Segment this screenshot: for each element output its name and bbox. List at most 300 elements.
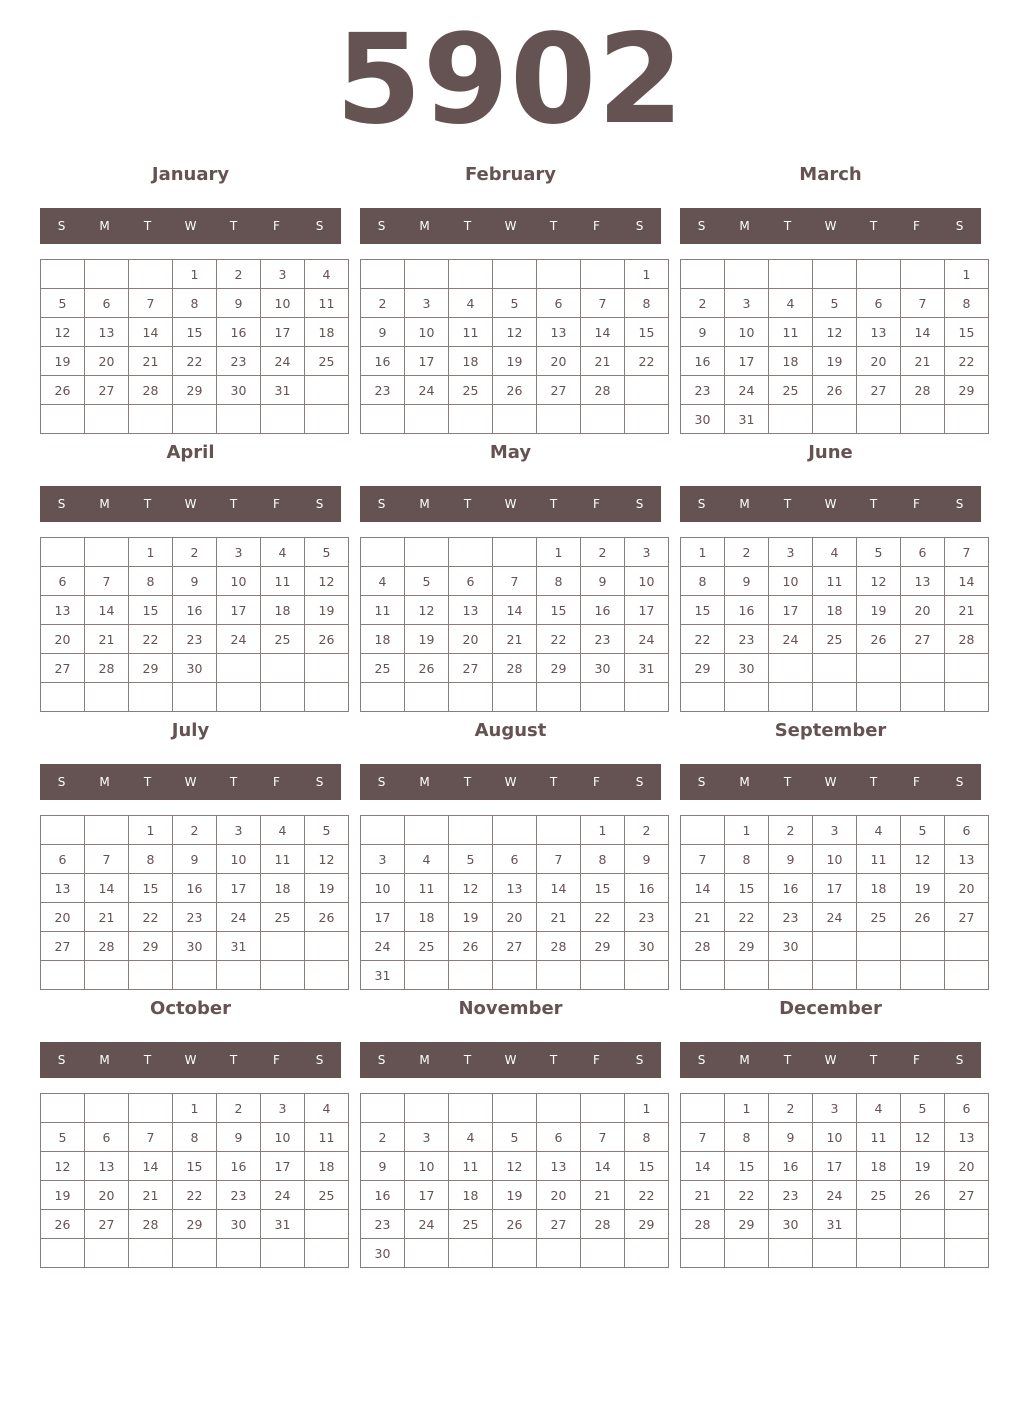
empty-day-cell (857, 260, 901, 289)
month-name: September (774, 720, 887, 741)
day-cell: 1 (625, 260, 669, 289)
day-cell: 3 (261, 260, 305, 289)
weekday-header: S (377, 1053, 386, 1067)
weekday-header: T (463, 1053, 472, 1067)
day-cell: 29 (681, 654, 725, 683)
day-cell: 25 (857, 1181, 901, 1210)
day-cell: 9 (581, 567, 625, 596)
weekday-header: S (635, 219, 644, 233)
day-cell: 22 (173, 347, 217, 376)
day-cell: 18 (305, 1152, 349, 1181)
day-cell: 26 (305, 903, 349, 932)
month-december (680, 994, 981, 1268)
day-cell: 22 (625, 347, 669, 376)
day-cell: 31 (813, 1210, 857, 1239)
week-row (361, 1210, 669, 1239)
day-cell: 1 (625, 1094, 669, 1123)
day-cell: 1 (129, 816, 173, 845)
week-row (681, 932, 989, 961)
day-cell: 9 (217, 289, 261, 318)
empty-day-cell (361, 405, 405, 434)
weekday-header: T (143, 775, 152, 789)
day-cell: 7 (129, 1123, 173, 1152)
weekday-header: F (273, 497, 280, 511)
day-cell: 6 (537, 1123, 581, 1152)
weekday-header: S (377, 775, 386, 789)
day-cell: 13 (537, 318, 581, 347)
empty-day-cell (725, 1239, 769, 1268)
day-cell: 16 (681, 347, 725, 376)
empty-day-cell (449, 816, 493, 845)
weekday-header: F (273, 775, 280, 789)
weekday-header: W (184, 1053, 197, 1067)
day-cell: 12 (493, 1152, 537, 1181)
day-cell: 14 (129, 318, 173, 347)
weekday-header: S (57, 775, 66, 789)
weekday-header: W (824, 1053, 837, 1067)
empty-day-cell (625, 1239, 669, 1268)
empty-day-cell (625, 405, 669, 434)
weekday-header: W (824, 497, 837, 511)
empty-day-cell (305, 961, 349, 990)
day-cell: 19 (305, 596, 349, 625)
day-cell: 1 (725, 1094, 769, 1123)
day-cell: 17 (769, 596, 813, 625)
week-row (361, 376, 669, 405)
day-cell: 28 (681, 1210, 725, 1239)
empty-day-cell (493, 683, 537, 712)
empty-day-cell (361, 538, 405, 567)
day-cell: 17 (405, 347, 449, 376)
day-cell: 8 (725, 1123, 769, 1152)
day-cell: 29 (581, 932, 625, 961)
day-cell: 6 (449, 567, 493, 596)
day-cell: 16 (173, 596, 217, 625)
empty-day-cell (85, 260, 129, 289)
empty-day-cell (901, 932, 945, 961)
weekday-header: S (377, 497, 386, 511)
empty-day-cell (41, 405, 85, 434)
day-cell: 4 (361, 567, 405, 596)
week-row (361, 961, 669, 990)
day-cell: 1 (681, 538, 725, 567)
day-cell: 15 (725, 874, 769, 903)
day-cell: 18 (449, 347, 493, 376)
weekday-header: F (593, 1053, 600, 1067)
day-cell: 16 (769, 874, 813, 903)
day-cell: 24 (217, 903, 261, 932)
day-cell: 5 (305, 538, 349, 567)
day-cell: 15 (537, 596, 581, 625)
day-cell: 9 (173, 845, 217, 874)
day-cell: 23 (217, 347, 261, 376)
day-cell: 12 (813, 318, 857, 347)
day-grid (360, 259, 669, 434)
empty-day-cell (537, 683, 581, 712)
day-cell: 13 (945, 1123, 989, 1152)
day-cell: 8 (725, 845, 769, 874)
day-cell: 20 (85, 1181, 129, 1210)
day-cell: 31 (625, 654, 669, 683)
empty-day-cell (537, 816, 581, 845)
day-cell: 18 (857, 874, 901, 903)
day-cell: 20 (449, 625, 493, 654)
day-cell: 2 (769, 1094, 813, 1123)
empty-day-cell (449, 1239, 493, 1268)
empty-day-cell (129, 1239, 173, 1268)
day-cell: 26 (305, 625, 349, 654)
weekday-header-bar (40, 208, 341, 244)
day-cell: 12 (449, 874, 493, 903)
week-row (41, 932, 349, 961)
empty-day-cell (813, 932, 857, 961)
week-row (41, 318, 349, 347)
empty-day-cell (361, 816, 405, 845)
day-cell: 14 (85, 874, 129, 903)
day-cell: 24 (625, 625, 669, 654)
empty-day-cell (537, 1094, 581, 1123)
day-cell: 23 (769, 903, 813, 932)
day-cell: 22 (129, 625, 173, 654)
day-cell: 10 (405, 318, 449, 347)
empty-day-cell (901, 654, 945, 683)
week-row (681, 1210, 989, 1239)
day-cell: 25 (857, 903, 901, 932)
weekday-header: T (229, 497, 238, 511)
day-cell: 4 (261, 816, 305, 845)
day-cell: 20 (41, 625, 85, 654)
day-cell: 3 (405, 1123, 449, 1152)
day-cell: 29 (625, 1210, 669, 1239)
day-cell: 15 (173, 1152, 217, 1181)
day-cell: 18 (769, 347, 813, 376)
day-cell: 2 (725, 538, 769, 567)
day-cell: 5 (449, 845, 493, 874)
day-cell: 22 (681, 625, 725, 654)
day-cell: 25 (405, 932, 449, 961)
empty-day-cell (261, 654, 305, 683)
empty-day-cell (857, 961, 901, 990)
day-cell: 11 (857, 845, 901, 874)
weekday-header: T (143, 497, 152, 511)
empty-day-cell (537, 1239, 581, 1268)
empty-day-cell (41, 816, 85, 845)
day-cell: 17 (261, 318, 305, 347)
empty-day-cell (493, 538, 537, 567)
week-row (41, 1152, 349, 1181)
weekday-header: T (143, 219, 152, 233)
weekday-header-bar (40, 486, 341, 522)
day-cell: 9 (681, 318, 725, 347)
empty-day-cell (901, 1239, 945, 1268)
empty-day-cell (725, 683, 769, 712)
day-cell: 7 (945, 538, 989, 567)
empty-day-cell (361, 683, 405, 712)
weekday-header: T (229, 219, 238, 233)
day-cell: 31 (361, 961, 405, 990)
empty-day-cell (41, 1094, 85, 1123)
week-row (41, 567, 349, 596)
weekday-header: T (869, 497, 878, 511)
day-cell: 19 (493, 347, 537, 376)
day-cell: 24 (813, 903, 857, 932)
day-cell: 22 (725, 1181, 769, 1210)
week-row (681, 654, 989, 683)
empty-day-cell (305, 683, 349, 712)
month-name: October (150, 998, 231, 1019)
weekday-header: T (869, 775, 878, 789)
day-cell: 22 (725, 903, 769, 932)
weekday-header: S (955, 775, 964, 789)
week-row (41, 961, 349, 990)
day-cell: 30 (769, 1210, 813, 1239)
day-cell: 5 (901, 816, 945, 845)
day-cell: 19 (405, 625, 449, 654)
empty-day-cell (813, 1239, 857, 1268)
empty-day-cell (769, 654, 813, 683)
day-cell: 17 (217, 874, 261, 903)
empty-day-cell (449, 961, 493, 990)
empty-day-cell (41, 1239, 85, 1268)
day-cell: 13 (945, 845, 989, 874)
empty-day-cell (901, 1210, 945, 1239)
day-cell: 30 (217, 376, 261, 405)
week-row (41, 538, 349, 567)
day-cell: 14 (537, 874, 581, 903)
weekday-header: M (739, 219, 750, 233)
day-cell: 30 (581, 654, 625, 683)
day-cell: 2 (361, 1123, 405, 1152)
empty-day-cell (305, 405, 349, 434)
empty-day-cell (581, 961, 625, 990)
week-row (361, 625, 669, 654)
empty-day-cell (857, 405, 901, 434)
day-cell: 12 (405, 596, 449, 625)
weekday-header: S (635, 775, 644, 789)
month-march (680, 160, 981, 434)
empty-day-cell (217, 683, 261, 712)
week-row (681, 874, 989, 903)
day-cell: 15 (173, 318, 217, 347)
empty-day-cell (945, 932, 989, 961)
day-cell: 29 (537, 654, 581, 683)
week-row (41, 405, 349, 434)
day-cell: 12 (305, 845, 349, 874)
month-february (360, 160, 661, 434)
day-cell: 30 (681, 405, 725, 434)
day-cell: 26 (405, 654, 449, 683)
weekday-header-bar (680, 764, 981, 800)
day-cell: 8 (625, 289, 669, 318)
day-cell: 25 (449, 376, 493, 405)
week-row (41, 874, 349, 903)
day-cell: 25 (261, 903, 305, 932)
day-cell: 20 (85, 347, 129, 376)
week-row (681, 567, 989, 596)
weekday-header: T (549, 497, 558, 511)
day-cell: 19 (305, 874, 349, 903)
day-cell: 27 (537, 376, 581, 405)
month-july (40, 716, 341, 990)
empty-day-cell (261, 405, 305, 434)
day-cell: 7 (537, 845, 581, 874)
week-row (681, 816, 989, 845)
day-cell: 31 (725, 405, 769, 434)
weekday-header: M (419, 775, 430, 789)
week-row (361, 1152, 669, 1181)
day-cell: 15 (129, 874, 173, 903)
day-grid (40, 259, 349, 434)
day-cell: 17 (361, 903, 405, 932)
empty-day-cell (405, 1094, 449, 1123)
day-cell: 10 (405, 1152, 449, 1181)
month-june (680, 438, 981, 712)
week-row (681, 596, 989, 625)
week-row (361, 874, 669, 903)
day-cell: 15 (725, 1152, 769, 1181)
empty-day-cell (769, 260, 813, 289)
day-cell: 7 (85, 567, 129, 596)
day-cell: 19 (813, 347, 857, 376)
empty-day-cell (449, 538, 493, 567)
day-cell: 18 (261, 874, 305, 903)
week-row (681, 625, 989, 654)
day-cell: 15 (129, 596, 173, 625)
day-grid (360, 1093, 669, 1268)
day-cell: 27 (85, 1210, 129, 1239)
empty-day-cell (945, 1239, 989, 1268)
day-cell: 6 (493, 845, 537, 874)
day-cell: 1 (129, 538, 173, 567)
day-cell: 14 (129, 1152, 173, 1181)
day-cell: 25 (361, 654, 405, 683)
day-cell: 6 (857, 289, 901, 318)
day-cell: 28 (85, 654, 129, 683)
empty-day-cell (217, 405, 261, 434)
week-row (681, 1123, 989, 1152)
weekday-header: W (504, 497, 517, 511)
day-cell: 10 (261, 289, 305, 318)
week-row (681, 1152, 989, 1181)
empty-day-cell (813, 654, 857, 683)
day-cell: 30 (173, 932, 217, 961)
week-row (361, 538, 669, 567)
day-cell: 17 (405, 1181, 449, 1210)
day-cell: 18 (449, 1181, 493, 1210)
day-cell: 21 (85, 625, 129, 654)
day-cell: 2 (625, 816, 669, 845)
day-cell: 2 (173, 538, 217, 567)
day-cell: 10 (217, 845, 261, 874)
day-cell: 5 (813, 289, 857, 318)
day-cell: 20 (493, 903, 537, 932)
day-cell: 27 (41, 932, 85, 961)
week-row (41, 1210, 349, 1239)
day-cell: 29 (725, 932, 769, 961)
month-name: February (464, 164, 557, 185)
day-cell: 9 (769, 1123, 813, 1152)
day-cell: 27 (449, 654, 493, 683)
empty-day-cell (129, 260, 173, 289)
empty-day-cell (901, 683, 945, 712)
day-cell: 18 (261, 596, 305, 625)
day-cell: 19 (901, 874, 945, 903)
empty-day-cell (581, 683, 625, 712)
day-cell: 6 (41, 845, 85, 874)
weekday-header-bar (680, 486, 981, 522)
month-name: December (779, 998, 882, 1019)
empty-day-cell (769, 405, 813, 434)
empty-day-cell (405, 1239, 449, 1268)
week-row (41, 903, 349, 932)
day-cell: 3 (217, 816, 261, 845)
day-cell: 30 (769, 932, 813, 961)
empty-day-cell (261, 683, 305, 712)
day-cell: 19 (493, 1181, 537, 1210)
weekday-header: F (273, 1053, 280, 1067)
empty-day-cell (85, 538, 129, 567)
week-row (41, 260, 349, 289)
empty-day-cell (857, 1210, 901, 1239)
day-cell: 11 (405, 874, 449, 903)
empty-day-cell (405, 683, 449, 712)
day-grid (40, 1093, 349, 1268)
empty-day-cell (361, 260, 405, 289)
month-november (360, 994, 661, 1268)
day-cell: 26 (901, 1181, 945, 1210)
week-row (361, 596, 669, 625)
day-cell: 12 (901, 845, 945, 874)
day-cell: 13 (85, 1152, 129, 1181)
day-cell: 7 (901, 289, 945, 318)
empty-day-cell (681, 683, 725, 712)
day-cell: 18 (857, 1152, 901, 1181)
day-cell: 20 (537, 1181, 581, 1210)
day-cell: 21 (681, 903, 725, 932)
empty-day-cell (857, 683, 901, 712)
day-cell: 12 (305, 567, 349, 596)
empty-day-cell (405, 538, 449, 567)
empty-day-cell (85, 816, 129, 845)
day-cell: 25 (305, 347, 349, 376)
day-cell: 14 (581, 318, 625, 347)
day-cell: 26 (41, 1210, 85, 1239)
day-cell: 24 (813, 1181, 857, 1210)
week-row (681, 903, 989, 932)
day-cell: 28 (901, 376, 945, 405)
empty-day-cell (681, 1239, 725, 1268)
week-row (681, 1181, 989, 1210)
day-cell: 27 (857, 376, 901, 405)
weekday-header: W (824, 775, 837, 789)
day-cell: 3 (769, 538, 813, 567)
day-cell: 3 (361, 845, 405, 874)
day-cell: 30 (217, 1210, 261, 1239)
day-cell: 19 (41, 347, 85, 376)
weekday-header: S (57, 1053, 66, 1067)
day-cell: 21 (581, 347, 625, 376)
day-cell: 18 (813, 596, 857, 625)
weekday-header: T (463, 219, 472, 233)
empty-day-cell (85, 683, 129, 712)
weekday-header-bar (680, 208, 981, 244)
day-cell: 8 (945, 289, 989, 318)
day-cell: 4 (449, 1123, 493, 1152)
week-row (361, 289, 669, 318)
day-cell: 13 (857, 318, 901, 347)
weekday-header: F (593, 219, 600, 233)
month-name: March (799, 164, 862, 185)
